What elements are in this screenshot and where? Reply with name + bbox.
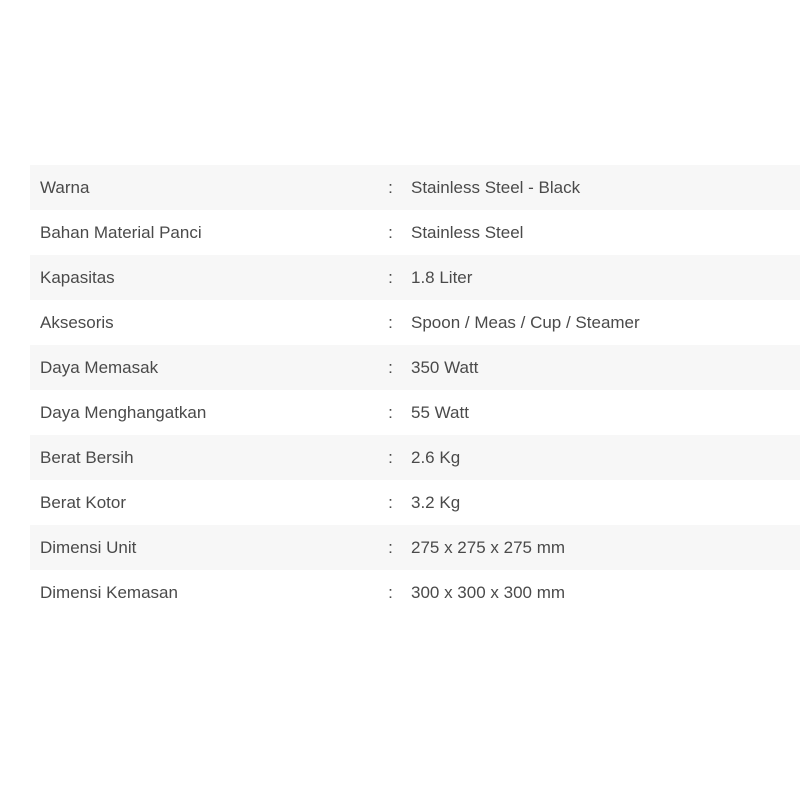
- spec-label: Dimensi Kemasan: [40, 583, 178, 602]
- spec-table: [30, 165, 800, 615]
- spec-separator: :: [388, 538, 393, 557]
- spec-value: 3.2 Kg: [411, 493, 461, 512]
- spec-separator: :: [388, 178, 393, 197]
- spec-value: 275 x 275 x 275 mm: [411, 538, 566, 557]
- spec-row: [30, 345, 800, 390]
- spec-row: [30, 300, 800, 345]
- spec-separator: :: [388, 313, 393, 332]
- spec-row: [30, 525, 800, 570]
- spec-label: Berat Kotor: [40, 493, 126, 512]
- spec-row: [30, 210, 800, 255]
- spec-value: 2.6 Kg: [411, 448, 461, 467]
- spec-label: Dimensi Unit: [40, 538, 137, 557]
- spec-label: Kapasitas: [40, 268, 115, 287]
- spec-label: Berat Bersih: [40, 448, 134, 467]
- spec-row: [30, 390, 800, 435]
- spec-label: Aksesoris: [40, 313, 114, 332]
- spec-label: Bahan Material Panci: [40, 223, 202, 242]
- spec-separator: :: [388, 403, 393, 422]
- spec-value: Stainless Steel - Black: [411, 178, 581, 197]
- spec-value: 1.8 Liter: [411, 268, 473, 287]
- spec-separator: :: [388, 448, 393, 467]
- spec-label: Daya Menghangatkan: [40, 403, 207, 422]
- spec-separator: :: [388, 223, 393, 242]
- spec-separator: :: [388, 358, 393, 377]
- spec-value: Spoon / Meas / Cup / Steamer: [411, 313, 640, 332]
- spec-separator: :: [388, 583, 393, 602]
- spec-value: 55 Watt: [411, 403, 469, 422]
- spec-separator: :: [388, 268, 393, 287]
- spec-label: Warna: [40, 178, 90, 197]
- spec-label: Daya Memasak: [40, 358, 159, 377]
- spec-row: [30, 165, 800, 210]
- spec-row: [30, 570, 800, 615]
- spec-value: 350 Watt: [411, 358, 479, 377]
- spec-row: [30, 255, 800, 300]
- spec-row: [30, 480, 800, 525]
- spec-separator: :: [388, 493, 393, 512]
- spec-value: Stainless Steel: [411, 223, 524, 242]
- spec-row: [30, 435, 800, 480]
- spec-value: 300 x 300 x 300 mm: [411, 583, 566, 602]
